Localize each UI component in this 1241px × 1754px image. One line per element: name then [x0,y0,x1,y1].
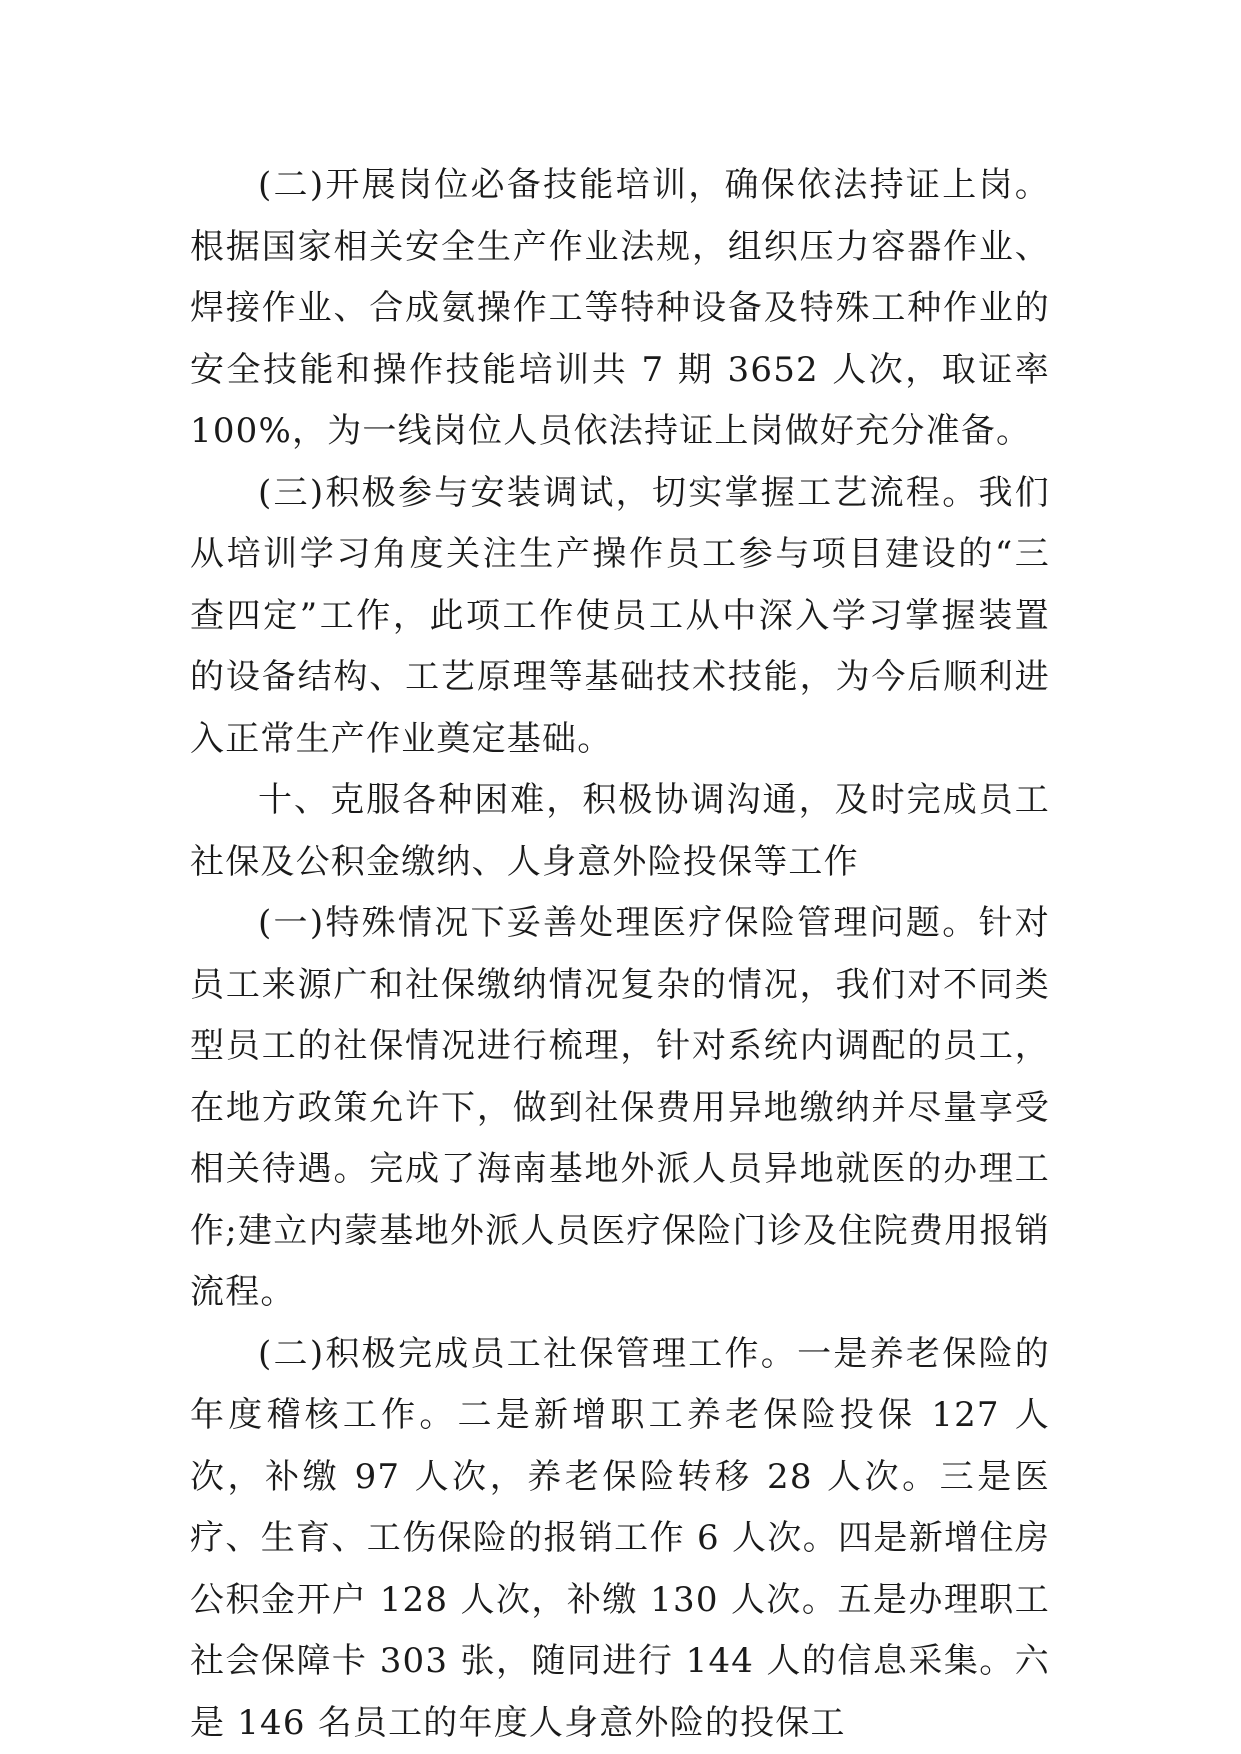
paragraph-installation-debugging: (三)积极参与安装调试，切实掌握工艺流程。我们从培训学习角度关注生产操作员工参与项目建设的“三查四定”工作，此项工作使员工从中深入学习掌握装置的设备结构、工艺原理等基础技术技能，为今后顺利进入正常生产作业奠定基础。 [190,472,1050,759]
section-heading-social-insurance: 十、克服各种困难，积极协调沟通，及时完成员工社保及公积金缴纳、人身意外险投保等工作 [190,780,1050,882]
paragraph-skills-training: (二)开展岗位必备技能培训，确保依法持证上岗。根据国家相关安全生产作业法规，组织压力容器作业、焊接作业、合成氨操作工等特种设备及特殊工种作业的安全技能和操作技能培训共 7 期 3652 人次，取证率 100%，为一线岗位人员依法持证上岗做好充分准备。 [190,165,1050,451]
paragraph-social-insurance-management: (二)积极完成员工社保管理工作。一是养老保险的年度稽核工作。二是新增职工养老保险投保 127 人次，补缴 97 人次，养老保险转移 28 人次。三是医疗、生育、工伤保险的报销工作 6 人次。四是新增住房公积金开户 128 人次，补缴 130 人次。五是办理职工社会保障卡 303 张，随同进行 144 人的信息采集。六是 146 名员工的年度人身意外险的投保工 [190,1333,1051,1743]
paragraph-medical-insurance: (一)特殊情况下妥善处理医疗保险管理问题。针对员工来源广和社保缴纳情况复杂的情况，我们对不同类型员工的社保情况进行梳理，针对系统内调配的员工，在地方政策允许下，做到社保费用异地缴纳并尽量享受相关待遇。完成了海南基地外派人员异地就医的办理工作;建立内蒙基地外派人员医疗保险门诊及住院费用报销流程。 [190,903,1051,1312]
document-body [190,155,1050,1754]
